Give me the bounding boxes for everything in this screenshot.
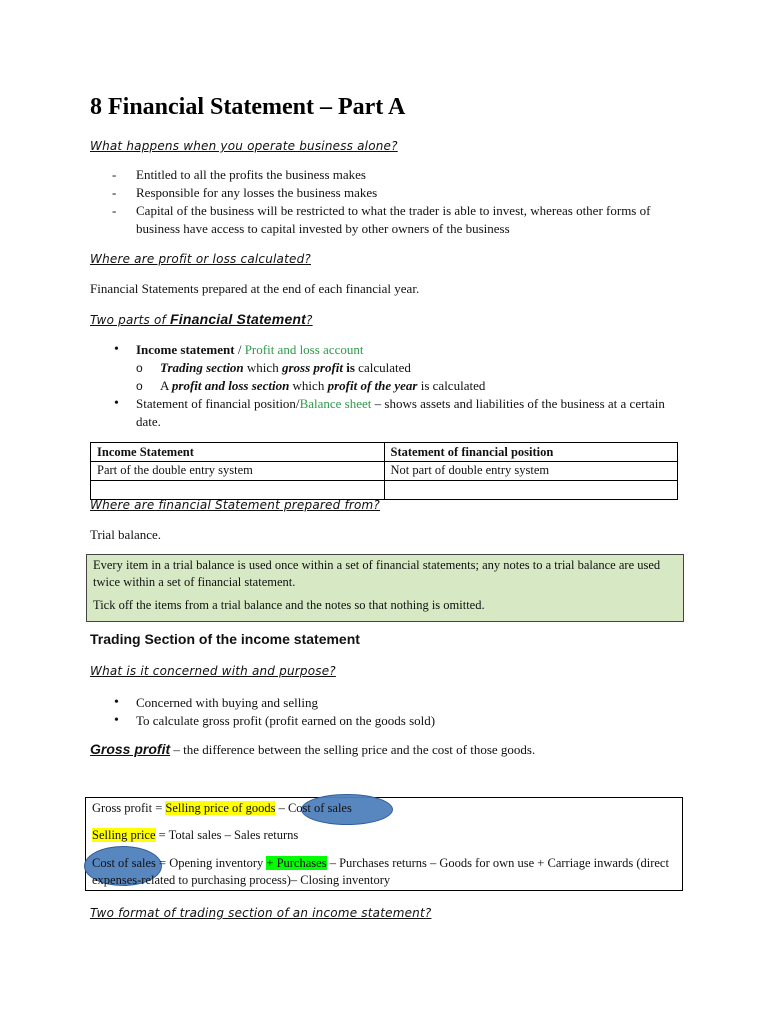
cost-of-sales-term: Cost of sales: [287, 801, 352, 815]
separator: /: [234, 342, 245, 357]
list-item: • To calculate gross profit (profit earned on the goods sold): [112, 712, 676, 730]
highlight-purchases: + Purchases: [266, 856, 327, 870]
question-concerned-with: What is it concerned with and purpose?: [90, 664, 336, 678]
table-header: Statement of financial position: [384, 443, 678, 462]
table-cell: [384, 481, 678, 500]
section-heading: Trading Section of the income statement: [90, 631, 360, 647]
question-two-formats: Two format of trading section of an income statement?: [90, 906, 432, 920]
highlight-selling-price-goods: Selling price of goods: [165, 801, 276, 815]
formula-box: [85, 797, 683, 891]
note-box: [86, 554, 684, 622]
table-header-row: [91, 443, 678, 462]
cost-of-sales-term: Cost of sales: [92, 856, 156, 870]
parts-list: [112, 341, 676, 431]
table-header: Income Statement: [91, 443, 385, 462]
table-row: [91, 462, 678, 481]
financial-position-label: Statement of financial position/: [136, 396, 300, 411]
question-two-parts: [90, 311, 313, 327]
profit-loss-account-label: Profit and loss account: [244, 342, 364, 357]
formula-cost-of-sales: [92, 855, 672, 889]
comparison-table: [90, 442, 678, 500]
income-statement-label: Income statement: [136, 342, 235, 357]
text: which: [289, 378, 328, 393]
list-item: - Entitled to all the profits the business makes: [112, 166, 696, 184]
question-operate-alone: What happens when you operate business alone?: [90, 139, 398, 153]
trading-section-label: Trading section: [160, 360, 244, 375]
gross-profit-definition: [90, 741, 535, 758]
profit-loss-section-label: profit and loss section: [171, 378, 290, 393]
highlight-selling-price: Selling price: [92, 828, 156, 842]
question-suffix: ?: [306, 313, 313, 327]
text: which: [243, 360, 282, 375]
financial-position-desc: – shows assets and liabilities of the business at a certain date.: [136, 396, 665, 429]
note-text: Tick off the items from a trial balance and the notes so that nothing is omitted.: [93, 598, 485, 612]
question-prepared-from: Where are financial Statement prepared from?: [90, 498, 380, 512]
table-cell: Not part of double entry system: [384, 462, 678, 481]
balance-sheet-label: Balance sheet: [299, 396, 372, 411]
text: is: [343, 360, 355, 375]
page-title: 8 Financial Statement – Part A: [90, 94, 406, 120]
gross-profit-term: gross profit: [281, 360, 343, 375]
formula-gross-profit: [92, 800, 672, 817]
text: Gross profit =: [92, 801, 166, 815]
text: – Purchases returns – Goods for own use + Carriage inwards (direct expenses-related to purchasing process)– Closing inventory: [92, 856, 669, 887]
sub-item-trading: [136, 359, 676, 377]
table-cell: [91, 481, 385, 500]
text: A: [160, 378, 172, 393]
sub-item-profit-loss: [136, 377, 676, 395]
list-item-income-statement: [112, 341, 676, 395]
purpose-list: [112, 694, 676, 730]
list-item: • Concerned with buying and selling: [112, 694, 676, 712]
definition-text: – the difference between the selling price and the cost of those goods.: [170, 742, 536, 757]
question-profit-calculated: Where are profit or loss calculated?: [90, 252, 311, 266]
list-item: - Responsible for any losses the business makes: [112, 184, 696, 202]
table-cell: Part of the double entry system: [91, 462, 385, 481]
paragraph-trial-balance: Trial balance.: [90, 527, 161, 542]
paragraph-financial-statements: Financial Statements prepared at the end of each financial year.: [90, 281, 420, 296]
question-prefix: Two parts of: [90, 313, 170, 327]
formula-selling-price: [92, 827, 672, 844]
gross-profit-term: Gross profit: [90, 741, 171, 757]
text: = Opening inventory: [155, 856, 267, 870]
question-strong-term: Financial Statement: [169, 311, 307, 327]
list-item: - Capital of the business will be restricted to what the trader is able to invest, whereas other forms of business have access to capital invested by other owners of the business: [112, 202, 696, 238]
sub-list: [136, 359, 676, 395]
list-item-financial-position: [112, 395, 676, 431]
profit-of-year-term: profit of the year: [327, 378, 418, 393]
text: is calculated: [417, 378, 486, 393]
text: = Total sales – Sales returns: [155, 828, 299, 842]
sole-trader-list: [112, 166, 696, 238]
text: –: [275, 801, 288, 815]
text: calculated: [354, 360, 411, 375]
note-text: Every item in a trial balance is used once within a set of financial statements; any notes to a trial balance are used twice within a set of financial statement.: [93, 558, 661, 589]
table-row: [91, 481, 678, 500]
